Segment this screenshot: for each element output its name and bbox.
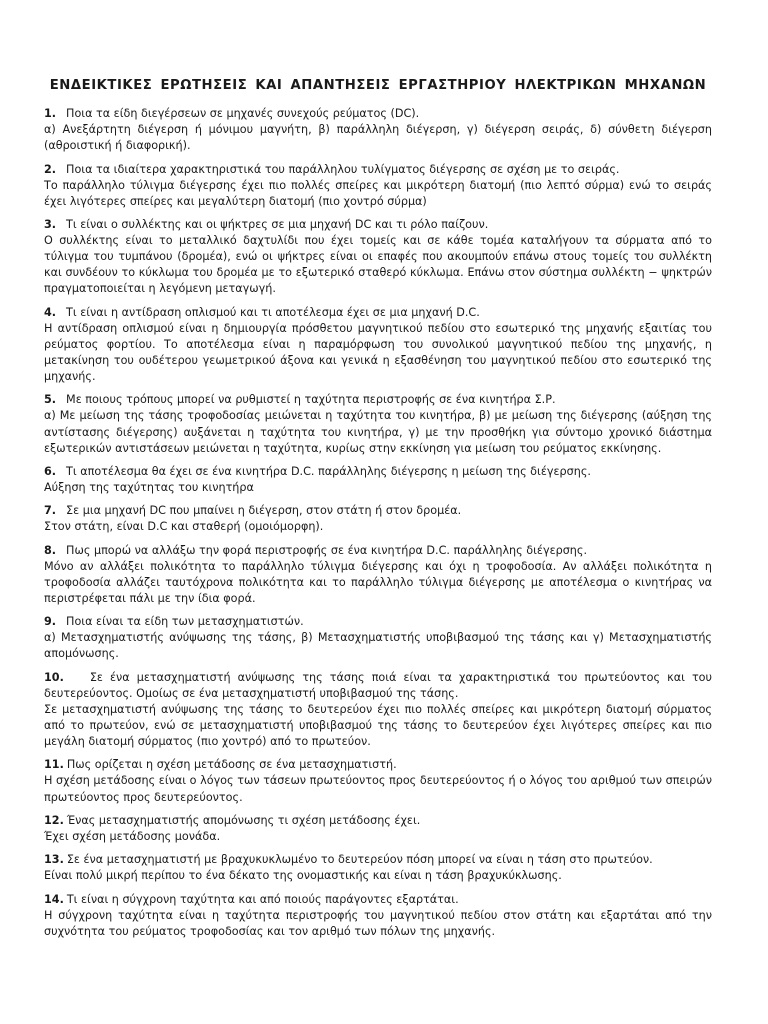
question bbox=[44, 813, 712, 829]
question bbox=[44, 106, 712, 122]
question-number: 14. bbox=[44, 892, 64, 906]
qa-item-4 bbox=[44, 305, 712, 385]
answer-text: Είναι πολύ μικρή περίπου το ένα δέκατο της ονομαστικής και είναι η τάση βραχυκύκλωσης. bbox=[44, 869, 562, 883]
question-number: 9. bbox=[44, 615, 57, 629]
question-number: 2. bbox=[44, 162, 57, 176]
answer-text: Η σχέση μετάδοσης είναι ο λόγος των τάσεων πρωτεύοντος προς δευτερεύοντος ή ο λόγος του αριθμού των σπειρών πρωτεύοντος προς δευτερεύοντος. bbox=[44, 774, 712, 804]
answer-text: Αύξηση της ταχύτητας του κινητήρα bbox=[44, 481, 254, 494]
answer-text: Στον στάτη, είναι D.C και σταθερή (ομοιόμορφη). bbox=[44, 520, 324, 534]
qa-item-3 bbox=[44, 217, 712, 297]
question-text: Ποια τα είδη διεγέρσεων σε μηχανές συνεχούς ρεύματος (DC). bbox=[66, 107, 420, 121]
qa-item-6 bbox=[44, 464, 712, 496]
question-text: Τι είναι η σύγχρονη ταχύτητα και από ποιούς παράγοντες εξαρτάται. bbox=[66, 892, 459, 906]
question-text: Ένας μετασχηματιστής απομόνωσης τι σχέση μετάδοσης έχει. bbox=[66, 813, 421, 827]
question-number: 6. bbox=[44, 464, 57, 478]
question-number: 3. bbox=[44, 218, 57, 232]
answer-text: Μόνο αν αλλάξει πολικότητα το παράλληλο τύλιγμα διέγερσης και όχι η τροφοδοσία. Αν αλλάξει πολικότητα η τροφοδοσία αλλάζει ταυτόχρονα πολικότητα και το παράλληλο τύλιγμα διέγερσης με αποτέλεσμα ο κινητήρας να περιστρέφεται πάλι με την ίδια φορά. bbox=[44, 559, 712, 605]
question bbox=[44, 464, 712, 480]
question-number: 5. bbox=[44, 393, 57, 407]
qa-list bbox=[44, 106, 712, 940]
answer-text: Έχει σχέση μετάδοσης μονάδα. bbox=[44, 829, 221, 843]
qa-item-1 bbox=[44, 106, 712, 154]
question-number: 11. bbox=[44, 758, 64, 772]
answer-text: α) Ανεξάρτητη διέγερση ή μόνιμου μαγνήτη, β) παράλληλη διέγερση, γ) διέγερση σειράς, δ) σύνθετη διέγερση (αθροιστική ή διαφορική). bbox=[44, 123, 712, 153]
question-text: Πως ορίζεται η σχέση μετάδοσης σε ένα μετασχηματιστή. bbox=[66, 758, 397, 772]
qa-item-10 bbox=[44, 670, 712, 750]
answer-text: Το παράλληλο τύλιγμα διέγερσης έχει πιο πολλές σπείρες και μικρότερη διατομή (πιο λεπτό σύρμα) ενώ το σειράς έχει λιγότερες σπείρες και μεγαλύτερη διατομή (πιο χοντρό σύρμα) bbox=[44, 178, 712, 208]
question-text: Τι αποτέλεσμα θα έχει σε ένα κινητήρα D.C. παράλληλης διέγερσης η μείωση της διέγερσης. bbox=[66, 464, 591, 478]
answer-text: Ο συλλέκτης είναι το μεταλλικό δαχτυλίδι που έχει τομείς και σε κάθε τομέα καταλήγουν τα σύρματα από το τύλιγμα του τυμπάνου (δρομέα), ενώ οι ψήκτρες είναι οι επαφές που ακουμπούν επάνω στους τομείς του συλλέκτη και συνδέουν το κύκλωμα του δρομέα με το εξωτερικό σταθερό κύκλωμα. Επάνω στον σύστημα συλλέκτη − ψηκτρών πραγματοποιείται η λεγόμενη μεταγωγή. bbox=[44, 234, 712, 296]
question-text: Σε μια μηχανή DC που μπαίνει η διέγερση, στον στάτη ή στον δρομέα. bbox=[66, 504, 462, 518]
question-number: 4. bbox=[44, 305, 57, 319]
qa-item-13 bbox=[44, 852, 712, 884]
question bbox=[44, 614, 712, 630]
question-text: Πως μπορώ να αλλάξω την φορά περιστροφής σε ένα κινητήρα D.C. παράλληλης διέγερσης. bbox=[66, 543, 588, 557]
answer-text: Η σύγχρονη ταχύτητα είναι η ταχύτητα περιστροφής του μαγνητικού πεδίου στον στάτη και εξαρτάται από την συχνότητα του ρεύματος τροφοδοσίας και τον αριθμό των πόλων της μηχανής. bbox=[44, 908, 712, 938]
qa-item-14 bbox=[44, 892, 712, 940]
question bbox=[44, 852, 712, 868]
question-text: Με ποιους τρόπους μπορεί να ρυθμιστεί η ταχύτητα περιστροφής σε ένα κινητήρα Σ.Ρ. bbox=[66, 393, 556, 407]
question bbox=[44, 670, 712, 702]
answer-text: α) Με μείωση της τάσης τροφοδοσίας μειώνεται η ταχύτητα του κινητήρα, β) με μείωση της διέγερσης (αύξηση της αντίστασης διέγερσης) αυξάνεται η ταχύτητα του κινητήρα, γ) με την προσθήκη για σύντομο χρονικό διάστημα εξωτερικών αντιστάσεων μειώνεται η ταχύτητα, κυρίως στην εκκίνηση για μείωση του ρεύματος εκκίνησης. bbox=[44, 409, 712, 455]
question-text: Τι είναι η αντίδραση οπλισμού και τι αποτέλεσμα έχει σε μια μηχανή D.C. bbox=[66, 305, 480, 319]
question bbox=[44, 543, 712, 559]
question bbox=[44, 892, 712, 908]
question-number: 7. bbox=[44, 504, 57, 518]
question-text: Ποια είναι τα είδη των μετασχηματιστών. bbox=[66, 615, 304, 629]
document-title: ΕΝΔΕΙΚΤΙΚΕΣ ΕΡΩΤΗΣΕΙΣ ΚΑΙ ΑΠΑΝΤΗΣΕΙΣ ΕΡΓΑΣΤΗΡΙΟΥ ΗΛΕΚΤΡΙΚΩΝ ΜΗΧΑΝΩΝ bbox=[49, 78, 707, 93]
question-number: 8. bbox=[44, 543, 57, 557]
question bbox=[44, 162, 712, 178]
qa-item-5 bbox=[44, 392, 712, 456]
question bbox=[44, 392, 712, 408]
question bbox=[44, 757, 712, 773]
qa-item-2 bbox=[44, 162, 712, 210]
qa-item-11 bbox=[44, 757, 712, 805]
question-number: 10. bbox=[44, 670, 64, 684]
qa-item-9 bbox=[44, 614, 712, 662]
question bbox=[44, 305, 712, 321]
answer-text: Σε μετασχηματιστή ανύψωσης της τάσης το δευτερεύον έχει πιο πολλές σπείρες και μικρότερη διατομή σύρματος από το πρωτεύον, ενώ σε μετασχηματιστή υποβιβασμού της τάσης το δευτερεύον έχει λιγότερες σπείρες και πιο μεγάλη διατομή σύρματος (πιο χοντρό) από το πρωτεύον. bbox=[44, 702, 712, 749]
answer-text: α) Μετασχηματιστής ανύψωσης της τάσης, β) Μετασχηματιστής υποβιβασμού της τάσης και γ) Μετασχηματιστής απομόνωσης. bbox=[44, 631, 712, 661]
question-text: Σε ένα μετασχηματιστή με βραχυκυκλωμένο το δευτερεύον πόση μπορεί να είναι η τάση στο πρωτεύον. bbox=[66, 853, 653, 867]
question-text: Τι είναι ο συλλέκτης και οι ψήκτρες σε μια μηχανή DC και τι ρόλο παίζουν. bbox=[66, 218, 489, 232]
qa-item-8 bbox=[44, 543, 712, 607]
question-text: Σε ένα μετασχηματιστή ανύψωσης της τάσης ποιά είναι τα χαρακτηριστικά του πρωτεύοντος και του δευτερεύοντος. Ομοίως σε ένα μετασχηματιστή υποβιβασμού της τάσης. bbox=[44, 670, 712, 700]
question-number: 1. bbox=[44, 107, 57, 121]
qa-item-7 bbox=[44, 503, 712, 535]
question bbox=[44, 503, 712, 519]
question bbox=[44, 217, 712, 233]
question-number: 12. bbox=[44, 813, 64, 827]
answer-text: Η αντίδραση οπλισμού είναι η δημιουργία πρόσθετου μαγνητικού πεδίου στο εσωτερικό της μηχανής εξαιτίας του ρεύματος φορτίου. Το αποτέλεσμα είναι η παραμόρφωση του συνολικού μαγνητικού πεδίου της μηχανής, η μετακίνηση του ουδέτερου γεωμετρικού άξονα και γενικά η εξασθένηση του μαγνητικού πεδίου στο εσωτερικό της μηχανής. bbox=[44, 321, 712, 384]
question-number: 13. bbox=[44, 853, 64, 867]
question-text: Ποια τα ιδιαίτερα χαρακτηριστικά του παράλληλου τυλίγματος διέγερσης σε σχέση με το σειράς. bbox=[66, 162, 620, 176]
qa-item-12 bbox=[44, 813, 712, 845]
